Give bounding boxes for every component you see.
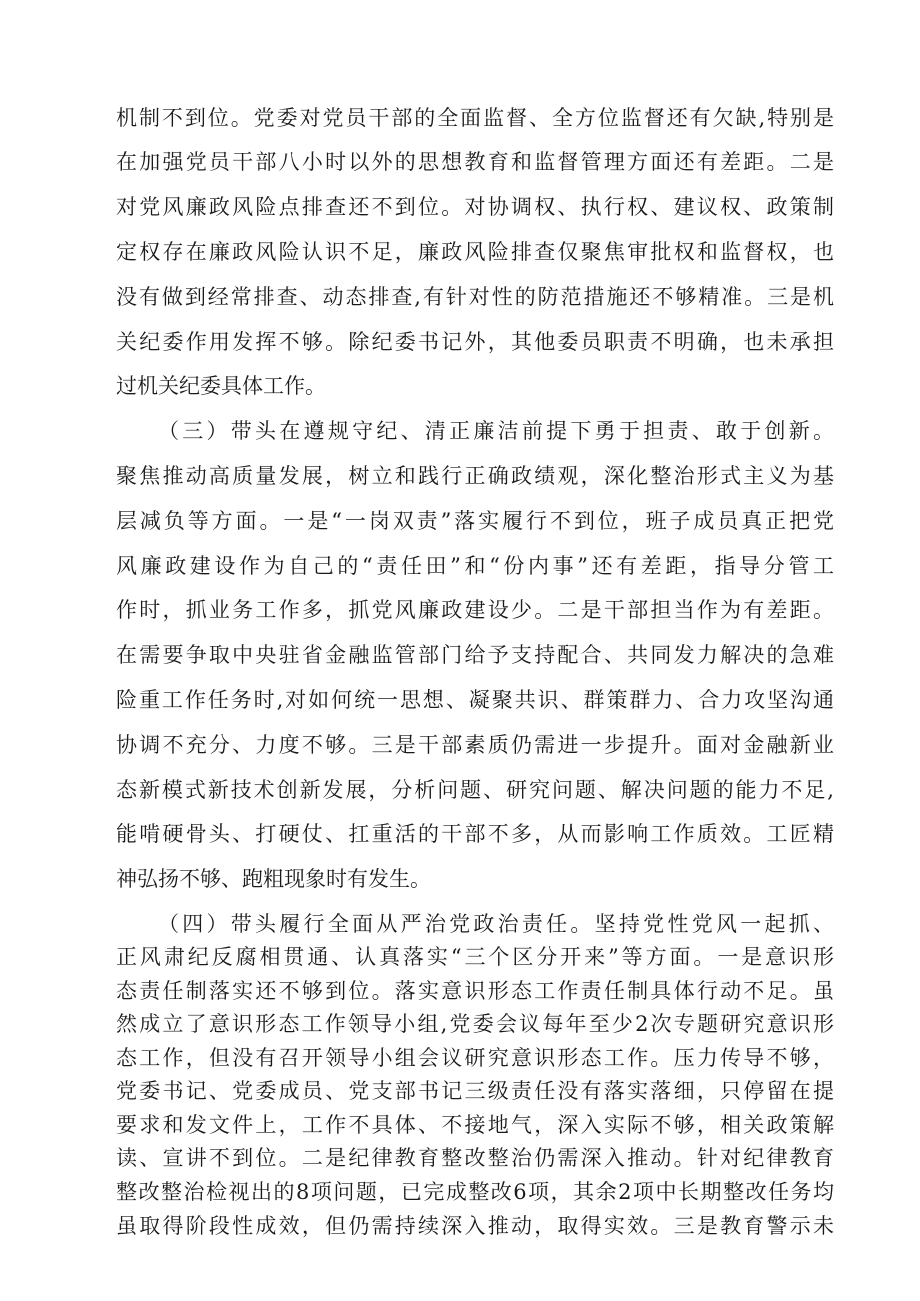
text-line: 没有做到经常排查、动态排查,有针对性的防范措施还不够精准。三是机 (116, 285, 834, 309)
text-line: 神弘扬不够、跑粗现象时有发生。 (116, 867, 431, 891)
section-heading-3: （三）带头在遵规守纪、清正廉洁前提下勇于担责、敢于创新。 (158, 419, 834, 443)
text-line: 态工作，但没有召开领导小组会议研究意识形态工作。压力传导不够， (116, 1046, 834, 1070)
text-line: 风廉政建设作为自己的“责任田”和“份内事”还有差距，指导分管工 (116, 554, 834, 578)
text-line: 定权存在廉政风险认识不足，廉政风险排查仅聚焦审批权和监督权，也 (116, 240, 834, 264)
text-line: 协调不充分、力度不够。三是干部素质仍需进一步提升。面对金融新业 (116, 733, 834, 757)
text-line: 对党风廉政风险点排查还不到位。对协调权、执行权、建议权、政策制 (116, 195, 834, 219)
text-line: 关纪委作用发挥不够。除纪委书记外，其他委员职责不明确，也未承担 (116, 330, 834, 354)
text-line: 态新模式新技术创新发展，分析问题、研究问题、解决问题的能力不足, (116, 778, 834, 802)
text-line: 态责任制落实还不够到位。落实意识形态工作责任制具体行动不足。虽 (116, 979, 834, 1003)
text-line: 虽取得阶段性成效，但仍需持续深入推动，取得实效。三是教育警示未 (116, 1214, 834, 1238)
text-line: 然成立了意识形态工作领导小组,党委会议每年至少2次专题研究意识形 (116, 1012, 834, 1036)
text-line: 险重工作任务时,对如何统一思想、凝聚共识、群策群力、合力攻坚沟通 (116, 688, 834, 712)
text-line: 聚焦推动高质量发展，树立和践行正确政绩观，深化整治形式主义为基 (116, 464, 834, 488)
text-line: 能啃硬骨头、打硬仗、扛重活的干部不多，从而影响工作质效。工匠精 (116, 822, 834, 846)
text-line: 党委书记、党委成员、党支部书记三级责任没有落实落细，只停留在提 (116, 1079, 834, 1103)
text-line: 层减负等方面。一是“一岗双责”落实履行不到位，班子成员真正把党 (116, 509, 834, 533)
section-heading-4: （四）带头履行全面从严治党政治责任。坚持党性党风一起抓、 (158, 912, 834, 936)
text-line: 要求和发文件上，工作不具体、不接地气，深入实际不够，相关政策解 (116, 1113, 834, 1137)
text-line: 整改整治检视出的8项问题，已完成整改6项，其余2项中长期整改任务均 (116, 1180, 834, 1204)
text-line: 过机关纪委具体工作。 (116, 374, 326, 398)
text-line: 读、宣讲不到位。二是纪律教育整改整治仍需深入推动。针对纪律教育 (116, 1146, 834, 1170)
text-line: 在需要争取中央驻省金融监管部门给予支持配合、共同发力解决的急难 (116, 643, 834, 667)
text-line: 正风肃纪反腐相贯通、认真落实“三个区分开来”等方面。一是意识形 (116, 945, 834, 969)
text-line: 作时，抓业务工作多，抓党风廉政建设少。二是干部担当作为有差距。 (116, 598, 834, 622)
text-line: 机制不到位。党委对党员干部的全面监督、全方位监督还有欠缺,特别是 (116, 106, 834, 130)
text-line: 在加强党员干部八小时以外的思想教育和监督管理方面还有差距。二是 (116, 150, 834, 174)
